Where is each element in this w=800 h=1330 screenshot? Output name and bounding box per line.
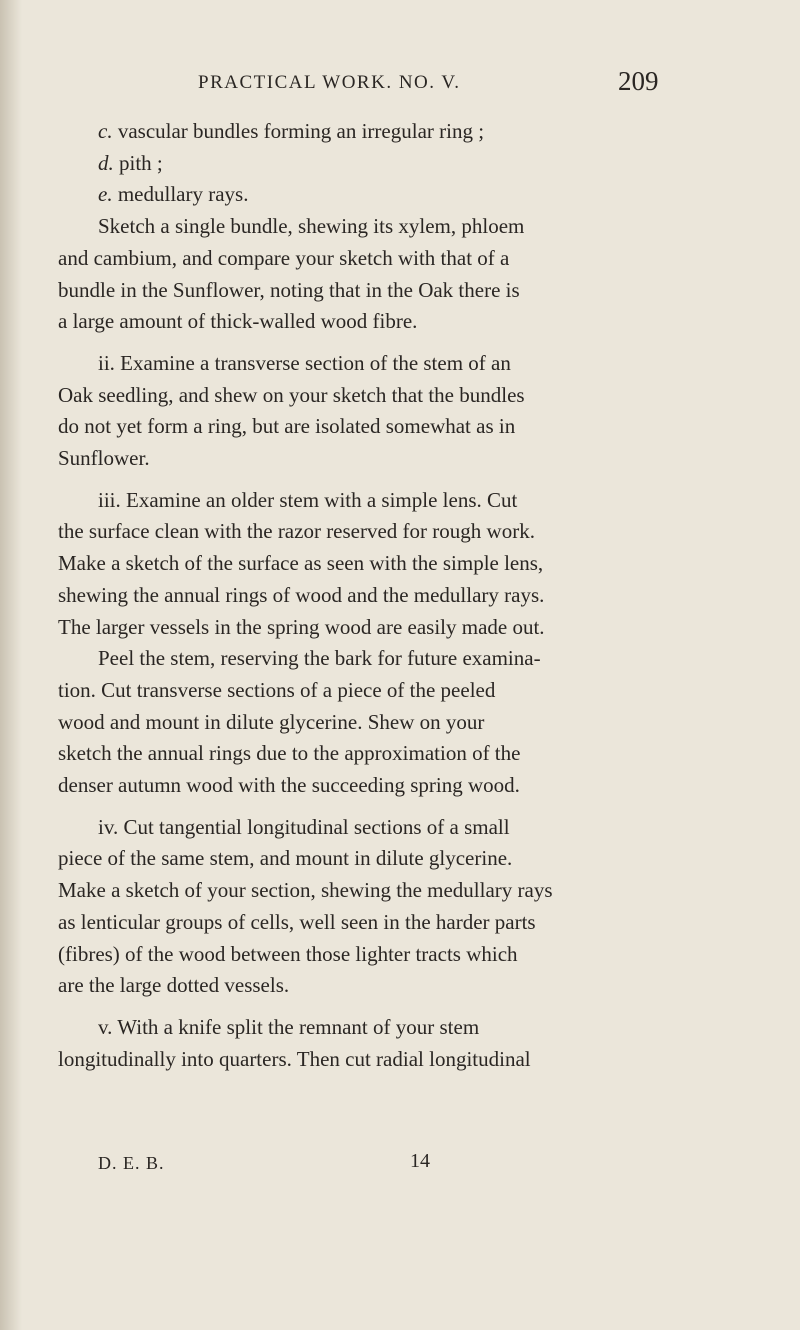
signature-mark [98,1153,165,1174]
list-item [58,179,760,211]
text-line: a large amount of thick-walled wood fibre. [58,309,418,334]
text-line: longitudinally into quarters. Then cut radial longitudinal [58,1046,531,1071]
list-text: vascular bundles forming an irregular ring ; [117,119,485,143]
signature-number-text: 14 [410,1150,430,1172]
paragraph-iii [58,485,760,802]
text-line: iv. Cut tangential longitudinal sections of a small [98,814,510,839]
text-line: denser autumn wood with the succeeding spring wood. [58,773,520,798]
text-line: Sunflower. [58,446,150,471]
page-edge-shadow [0,0,22,1330]
text-line: iii. Examine an older stem with a simple lens. Cut [98,487,518,512]
text-line: as lenticular groups of cells, well seen in the harder parts [58,909,536,934]
list-marker: e. [98,182,113,207]
text-line: Make a sketch of the surface as seen with the simple lens, [58,551,544,576]
paragraph-sketch-bundle [58,211,760,338]
text-line: sketch the annual rings due to the approximation of the [58,741,521,766]
list-text: pith ; [119,150,163,175]
text-line: (fibres) of the wood between those lighter tracts which [58,941,518,966]
paragraph-ii [58,348,760,475]
page-number: 209 [618,66,659,96]
text-line: wood and mount in dilute glycerine. Shew on your [58,709,485,734]
list-item [58,116,760,148]
text-line: ii. Examine a transverse section of the stem of an [98,350,511,375]
text-line: v. With a knife split the remnant of your stem [98,1014,480,1039]
list-marker: c. [98,119,113,143]
list-item [58,148,760,180]
text-line: Oak seedling, and shew on your sketch that the bundles [58,382,525,407]
paragraph-iv [58,812,760,1002]
text-line: the surface clean with the razor reserved for rough work. [58,519,535,544]
signature-text: D. E. B. [98,1153,165,1173]
signature-number [410,1150,430,1173]
text-line: piece of the same stem, and mount in dilute glycerine. [58,846,513,871]
text-line: tion. Cut transverse sections of a piece of the peeled [58,677,496,702]
text-line: and cambium, and compare your sketch with that of a [58,245,510,270]
text-line: Peel the stem, reserving the bark for future examina- [98,646,541,671]
list-marker: d. [98,150,114,175]
text-line: bundle in the Sunflower, noting that in the Oak there is [58,277,520,302]
text-line: shewing the annual rings of wood and the medullary rays. [58,582,545,607]
paragraph-v [58,1012,760,1075]
list-text: medullary rays. [117,182,249,207]
page-body [58,116,760,1075]
text-line: Make a sketch of your section, shewing the medullary rays [58,878,553,903]
text-line: do not yet form a ring, but are isolated somewhat as in [58,414,516,439]
running-title: PRACTICAL WORK. NO. V. [198,72,461,93]
text-line: The larger vessels in the spring wood are easily made out. [58,614,545,639]
text-line: are the large dotted vessels. [58,973,290,998]
text-line: Sketch a single bundle, shewing its xylem, phloem [98,214,525,239]
running-header [198,72,618,94]
